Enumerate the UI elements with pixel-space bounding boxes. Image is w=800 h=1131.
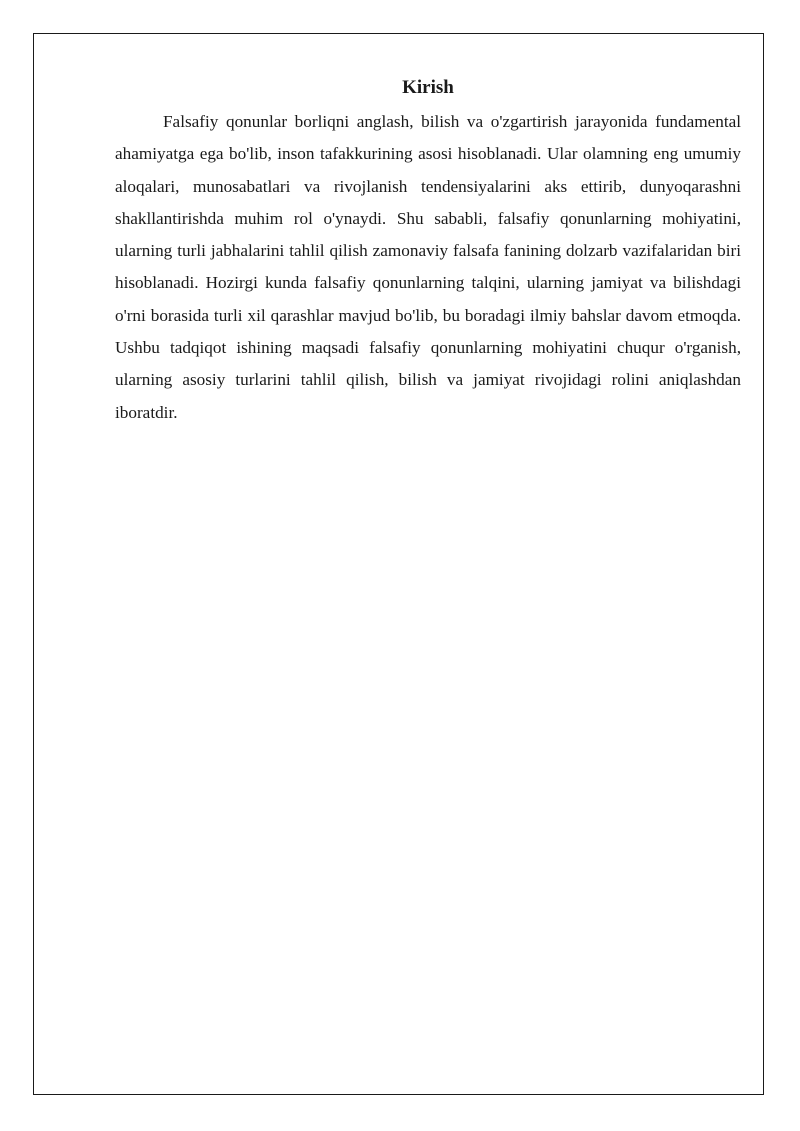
section-title: Kirish [402,77,454,98]
intro-paragraph: Falsafiy qonunlar borliqni anglash, bilish va o'zgartirish jarayonida fundamental ahamiyatga ega bo'lib, inson tafakkurining asosi hisoblanadi. Ular olamning eng umumiy aloqalari, munosabatlari va rivojlanish tendensiyalarini aks ettirib, dunyoqarashni shakllantirishda muhim rol o'ynaydi. Shu sababli, falsafiy qonunlarning mohiyatini, ularning turli jabhalarini tahlil qilish zamonaviy falsafa fanining dolzarb vazifalaridan biri hisoblanadi. Hozirgi kunda falsafiy qonunlarning talqini, ularning jamiyat va bilishdagi o'rni borasida turli xil qarashlar mavjud bo'lib, bu boradagi ilmiy bahslar davom etmoqda. Ushbu tadqiqot ishining maqsadi falsafiy qonunlarning mohiyatini chuqur o'rganish, ularning asosiy turlarini tahlil qilish, bilish va jamiyat rivojidagi rolini aniqlashdan iboratdir. [115,112,741,422]
document-body [115,74,741,429]
